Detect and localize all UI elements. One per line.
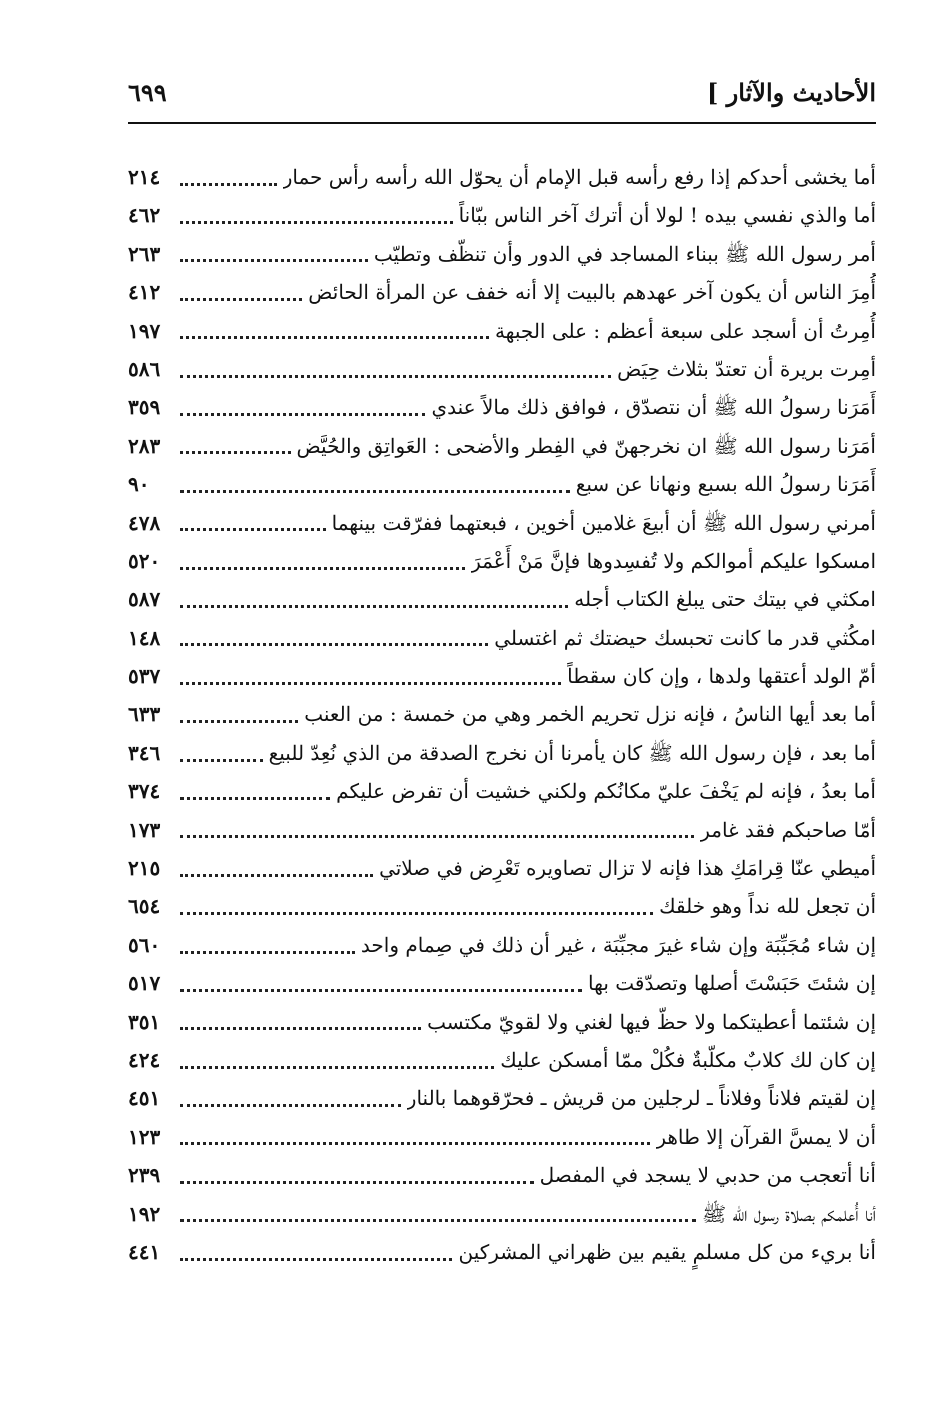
entry-text: إن كان لك كلابٌ مكلّبةٌ فكُلْ ممّا أمسكن عليك — [500, 1047, 876, 1072]
index-entry — [128, 542, 876, 580]
entry-page-number: ٤٧٨ — [128, 510, 161, 535]
dot-leader — [180, 1181, 534, 1184]
entry-text: أما بعد أيها الناسُ ، فإنه نزل تحريم الخمر وهي من خمسة : من العنب — [304, 702, 876, 727]
entry-page-number: ٤٤١ — [128, 1239, 161, 1264]
index-entry — [128, 580, 876, 618]
entry-text: امسكوا عليكم أموالكم ولا تُفسِدوها فإنَّ مَنْ أَعْمَرَ — [471, 548, 876, 573]
index-entry — [128, 811, 876, 849]
entry-page-number: ٥٦٠ — [128, 932, 161, 957]
index-entry — [128, 504, 876, 542]
entry-page-number: ٣٧٤ — [128, 779, 161, 804]
entry-page-number: ١٩٧ — [128, 318, 161, 343]
dot-leader — [180, 1142, 650, 1145]
index-entry — [128, 235, 876, 273]
entry-text: أن لا يمسَّ القرآن إلا طاهر — [656, 1124, 876, 1149]
running-title: الأحاديث والآثار ] — [706, 78, 876, 107]
entry-text: إن شاء مُجَبِّبَة وإن شاء غيرَ مجبِّبَة ، غير أن ذلك في صِمام واحد — [360, 932, 876, 957]
dot-leader — [180, 1066, 494, 1069]
entry-page-number: ٤١٢ — [128, 280, 161, 305]
entry-page-number: ٢١٤ — [128, 165, 161, 189]
index-entry — [128, 1003, 876, 1041]
running-header — [128, 78, 876, 118]
entry-page-number: ٥٨٦ — [128, 356, 161, 381]
dot-leader — [180, 912, 653, 915]
entry-text: أنا أتعجب من حدبي لا يسجد في المفصل — [539, 1163, 876, 1188]
entry-page-number: ٥٣٧ — [128, 664, 161, 689]
dot-leader — [180, 1258, 452, 1261]
entry-page-number: ٣٤٦ — [128, 740, 161, 765]
index-entry — [128, 926, 876, 964]
dot-leader — [180, 1104, 401, 1107]
dot-leader — [180, 643, 488, 646]
entry-page-number: ١٩٢ — [128, 1201, 161, 1226]
entry-text: أمر رسول الله ﷺ ببناء المساجد في الدور وأن تنظّف وتطيّب — [373, 241, 876, 266]
dot-leader — [180, 951, 355, 954]
index-entry — [128, 273, 876, 311]
dot-leader — [180, 874, 373, 877]
index-entry — [128, 196, 876, 234]
entry-text: إن شئتما أعطيتكما ولا حظّ فيها لغني ولا لقويّ مكتسب — [427, 1009, 876, 1034]
index-entry — [128, 695, 876, 733]
index-entry — [128, 772, 876, 810]
dot-leader — [180, 1219, 696, 1222]
index-entry — [128, 465, 876, 503]
entry-page-number: ٢٨٣ — [128, 433, 161, 458]
entry-text: أنا أُعلمكم بصلاة رسول الله ﷺ — [701, 1201, 876, 1226]
entry-text: أمِرت بريرة أن تعتدّ بثلاث حِيَض — [617, 356, 876, 381]
dot-leader — [180, 298, 302, 301]
dot-leader — [180, 759, 263, 762]
header-divider — [128, 122, 876, 124]
entry-page-number: ٣٥٩ — [128, 395, 161, 420]
index-entry — [128, 158, 876, 196]
index-entry — [128, 849, 876, 887]
index-entry — [128, 887, 876, 925]
dot-leader — [180, 989, 582, 992]
dot-leader — [180, 221, 453, 224]
entry-text: إن لقيتم فلاناً وفلاناً ـ لرجلين من قريش ـ فحرّقوهما بالنار — [406, 1086, 876, 1111]
entry-text: أَمَرَنا رسولُ الله بسبع ونهانا عن سبع — [575, 472, 876, 497]
index-entry — [128, 734, 876, 772]
entry-page-number: ٥٢٠ — [128, 548, 161, 573]
hadith-index-list — [128, 158, 876, 1271]
dot-leader — [180, 183, 277, 186]
entry-text: أَمَرَنا رسولُ الله ﷺ أن نتصدّق ، فوافق ذلك مالاً عندي — [431, 395, 876, 420]
entry-text: أُمِرتُ أن أسجد على سبعة أعظم : على الجبهة — [494, 318, 876, 343]
entry-page-number: ٢٦٣ — [128, 241, 161, 266]
dot-leader — [180, 835, 694, 838]
dot-leader — [180, 605, 568, 608]
entry-page-number: ٢١٥ — [128, 856, 161, 881]
index-entry — [128, 1233, 876, 1271]
index-entry — [128, 312, 876, 350]
index-entry — [128, 1079, 876, 1117]
entry-page-number: ٩٠ — [128, 472, 150, 497]
entry-text: إن شئتَ حَبَسْتَ أصلها وتصدّقت بها — [588, 971, 876, 996]
entry-text: أن تجعل لله نداً وهو خلقك — [659, 894, 876, 919]
index-entry — [128, 619, 876, 657]
dot-leader — [180, 528, 326, 531]
index-entry — [128, 427, 876, 465]
entry-text: أمَرَنا رسول الله ﷺ ان نخرجهنّ في الفِطر والأضحى : العَواتِق والحُيَّض — [296, 433, 876, 458]
entry-text: أما بعدُ ، فإنه لم يَخْفَ عليّ مكانُكم ولكني خشيت أن تفرض عليكم — [336, 779, 876, 804]
entry-page-number: ٤٥١ — [128, 1086, 161, 1111]
index-entry — [128, 1118, 876, 1156]
entry-page-number: ٣٥١ — [128, 1009, 161, 1034]
entry-text: أما يخشى أحدكم إذا رفع رأسه قبل الإمام أن يحوّل الله رأسه رأس حمار — [282, 165, 876, 189]
entry-page-number: ٦٥٤ — [128, 894, 161, 919]
index-entry — [128, 1041, 876, 1079]
entry-text: أنا بريء من كل مسلمٍ يقيم بين ظهراني المشركين — [458, 1239, 876, 1264]
page-number: ٦٩٩ — [128, 78, 167, 107]
entry-page-number: ٥٨٧ — [128, 587, 161, 612]
dot-leader — [180, 682, 561, 685]
entry-page-number: ٦٣٣ — [128, 702, 161, 727]
entry-page-number: ٥١٧ — [128, 971, 161, 996]
entry-text: أما بعد ، فإن رسول الله ﷺ كان يأمرنا أن نخرج الصدقة من الذي نُعِدّ للبيع — [268, 740, 876, 765]
index-entry — [128, 964, 876, 1002]
entry-page-number: ١٤٨ — [128, 625, 161, 650]
index-entry — [128, 1195, 876, 1233]
entry-page-number: ٤٦٢ — [128, 203, 161, 228]
entry-text: أمّا صاحبكم فقد غامر — [700, 817, 876, 842]
entry-page-number: ٤٢٤ — [128, 1047, 161, 1072]
entry-page-number: ١٧٣ — [128, 817, 161, 842]
dot-leader — [180, 336, 489, 339]
dot-leader — [180, 720, 298, 723]
index-entry — [128, 657, 876, 695]
entry-text: امكثي في بيتك حتى يبلغ الكتاب أجله — [574, 587, 876, 612]
index-entry — [128, 350, 876, 388]
dot-leader — [180, 451, 291, 454]
dot-leader — [180, 259, 368, 262]
entry-text: أمرني رسول الله ﷺ أن أبيعَ غلامين أخوين ، فبعتهما ففرّقت بينهما — [331, 510, 876, 535]
entry-text: أميطي عنّا قِرامَكِ هذا فإنه لا تزال تصاويره تَعْرِض في صلاتي — [379, 856, 876, 881]
dot-leader — [180, 375, 611, 378]
dot-leader — [180, 1027, 421, 1030]
dot-leader — [180, 490, 570, 493]
dot-leader — [180, 797, 330, 800]
entry-text: امكُثي قدر ما كانت تحبسك حيضتك ثم اغتسلي — [494, 625, 876, 650]
index-entry — [128, 1156, 876, 1194]
entry-page-number: ٢٣٩ — [128, 1163, 161, 1188]
index-entry — [128, 388, 876, 426]
dot-leader — [180, 567, 465, 570]
entry-text: أما والذي نفسي بيده ! لولا أن أترك آخر الناس ببّاناً — [458, 203, 876, 228]
entry-page-number: ١٢٣ — [128, 1124, 161, 1149]
dot-leader — [180, 413, 425, 416]
entry-text: أمّ الولد أعتقها ولدها ، وإن كان سقطاً — [567, 664, 876, 689]
entry-text: أُمِرَ الناس أن يكون آخر عهدهم بالبيت إلا أنه خفف عن المرأة الحائض — [308, 280, 876, 305]
